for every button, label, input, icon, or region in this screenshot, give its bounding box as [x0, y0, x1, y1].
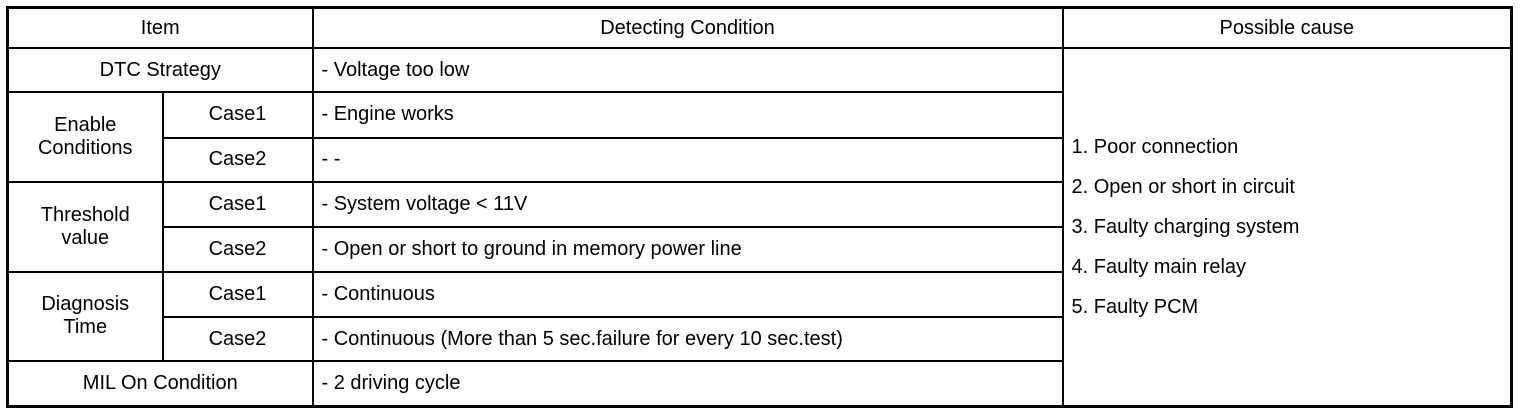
list-item: 3. Faulty charging system	[1071, 216, 1300, 238]
condition-open-or-short: - Open or short to ground in memory power line	[313, 227, 1063, 271]
item-mil-on-condition: MIL On Condition	[8, 361, 313, 406]
case-label-2: Case2	[163, 227, 313, 271]
item-threshold-value	[8, 182, 163, 272]
header-possible-cause: Possible cause	[1063, 8, 1512, 49]
case-label-2: Case2	[163, 317, 313, 361]
dtc-table	[6, 6, 1513, 408]
list-item: 5. Faulty PCM	[1071, 296, 1199, 318]
item-diagnosis-line1: Diagnosis	[41, 293, 130, 316]
condition-driving-cycle: - 2 driving cycle	[313, 361, 1063, 406]
item-enable-conditions-line1: Enable	[54, 114, 117, 137]
condition-engine-works: - Engine works	[313, 92, 1063, 137]
condition-dash: - -	[313, 138, 1063, 182]
list-item: 1. Poor connection	[1071, 136, 1239, 158]
table-row	[8, 48, 1512, 92]
list-item: 4. Faulty main relay	[1071, 256, 1247, 278]
possible-cause-list	[1072, 127, 1503, 327]
case-label-2: Case2	[163, 138, 313, 182]
item-diagnosis-line2: Time	[63, 316, 108, 339]
condition-voltage-too-low: - Voltage too low	[313, 48, 1063, 92]
item-threshold-line1: Threshold	[40, 203, 130, 226]
case-label-1: Case1	[163, 182, 313, 227]
possible-cause-cell	[1063, 48, 1512, 407]
header-item: Item	[8, 8, 313, 49]
case-label-1: Case1	[163, 92, 313, 137]
item-dtc-strategy: DTC Strategy	[8, 48, 313, 92]
table-header-row	[8, 8, 1512, 49]
condition-continuous-more: - Continuous (More than 5 sec.failure for every 10 sec.test)	[313, 317, 1063, 361]
header-detecting-condition: Detecting Condition	[313, 8, 1063, 49]
item-threshold-line2: value	[61, 226, 110, 249]
item-diagnosis-time	[8, 272, 163, 362]
case-label-1: Case1	[163, 272, 313, 317]
item-enable-conditions-line2: Conditions	[37, 137, 133, 160]
item-enable-conditions	[8, 92, 163, 182]
condition-continuous: - Continuous	[313, 272, 1063, 317]
condition-system-voltage: - System voltage < 11V	[313, 182, 1063, 227]
list-item: 2. Open or short in circuit	[1071, 176, 1295, 198]
